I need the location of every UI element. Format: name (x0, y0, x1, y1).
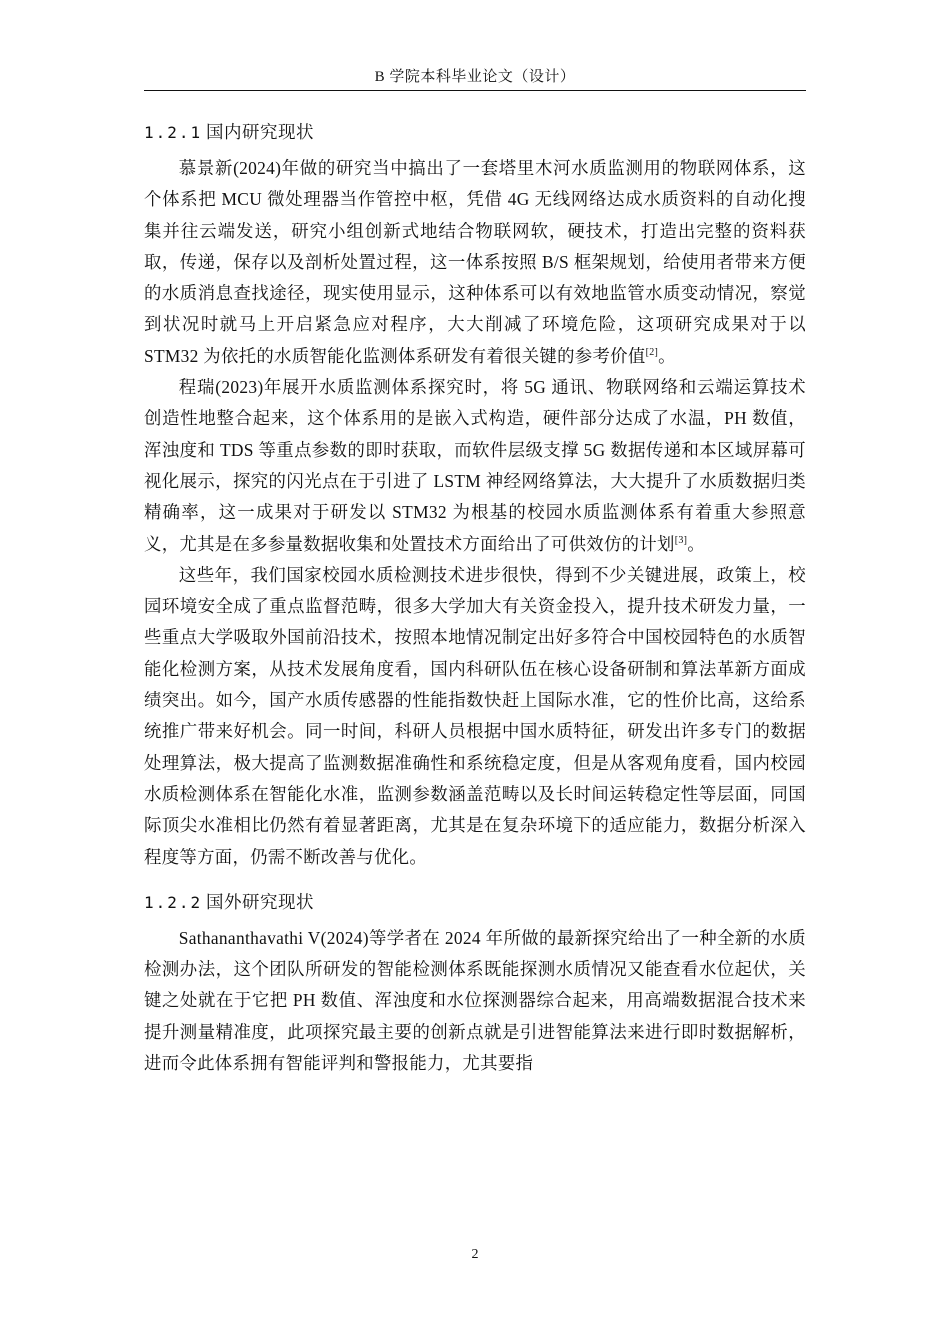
page-body (144, 115, 806, 1079)
page-number: 2 (471, 1247, 479, 1262)
paragraph: Sathananthavathi V(2024)等学者在 2024 年所做的最新探究给出了一种全新的水质检测办法，这个团队所研发的智能检测体系既能探测水质情况又能查看水位起伏，关键之处就在于它把 PH 数值、浑浊度和水位探测器综合起来，用高端数据混合技术来提升测量精准度，此项探究最主要的创新点就是引进智能算法来进行即时数据解析，进而令此体系拥有智能评判和警报能力，尤其要指 (144, 927, 806, 1074)
section-title: 国内研究现状 (206, 123, 314, 143)
citation: [3] (674, 534, 688, 546)
running-header: B 学院本科毕业论文（设计） (374, 69, 576, 85)
paragraph-end: 。 (687, 533, 705, 554)
section-heading (144, 885, 806, 921)
paragraph (144, 372, 806, 560)
paragraph: 这些年，我们国家校园水质检测技术进步很快，得到不少关键进展，政策上，校园环境安全成了重点监督范畴，很多大学加大有关资金投入，提升技术研发力量，一些重点大学吸取外国前沿技术，按照本地情况制定出好多符合中国校园特色的水质智能化检测方案，从技术发展角度看，国内科研队伍在核心设备研制和算法革新方面成绩突出。如今，国产水质传感器的性能指数快赶上国际水准，它的性价比高，这给系统推广带来好机会。同一时间，科研人员根据中国水质特征，研发出许多专门的数据处理算法，极大提高了监测数据准确性和系统稳定度，但是从客观角度看，国内校园水质检测体系在智能化水准，监测参数涵盖范畴以及长时间运转稳定性等层面，同国际顶尖水准相比仍然有着显著距离，尤其是在复杂环境下的适应能力，数据分析深入程度等方面，仍需不断改善与优化。 (144, 564, 806, 867)
paragraph (144, 153, 806, 372)
section-heading (144, 115, 806, 151)
section-number: 1.2.1 (144, 123, 203, 142)
paragraph-end: 。 (658, 345, 676, 366)
paragraph-text: 程瑞(2023)年展开水质监测体系探究时，将 5G 通讯、物联网络和云端运算技术创造性地整合起来，这个体系用的是嵌入式构造，硬件部分达成了水温，PH 数值，浑浊度和 TDS 等重点参数的即时获取，而软件层级支撑 5G 数据传递和本区域屏幕可视化展示，探究的闪光点在于引进了 LSTM 神经网络算法，大大提升了水质数据归类精确率，这一成果对于研发以 STM32 为根基的校园水质监测体系有着重大参照意义，尤其是在多参量数据收集和处置技术方面给出了可供效仿的计划 (144, 377, 806, 554)
citation: [2] (645, 346, 659, 358)
header-rule (144, 90, 806, 91)
paragraph-text: 慕景新(2024)年做的研究当中搞出了一套塔里木河水质监测用的物联网体系，这个体系把 MCU 微处理器当作管控中枢，凭借 4G 无线网络达成水质资料的自动化搜集并往云端发送，研究小组创新式地结合物联网软，硬技术，打造出完整的资料获取，传递，保存以及剖析处置过程，这一体系按照 B/S 框架规划，给使用者带来方便的水质消息查找途径，现实使用显示，这种体系可以有效地监管水质变动情况，察觉到状况时就马上开启紧急应对程序，大大削减了环境危险，这项研究成果对于以 STM32 为依托的水质智能化监测体系研发有着很关键的参考价值 (144, 158, 806, 366)
section-number: 1.2.2 (144, 892, 203, 912)
section-title: 国外研究现状 (206, 892, 314, 913)
